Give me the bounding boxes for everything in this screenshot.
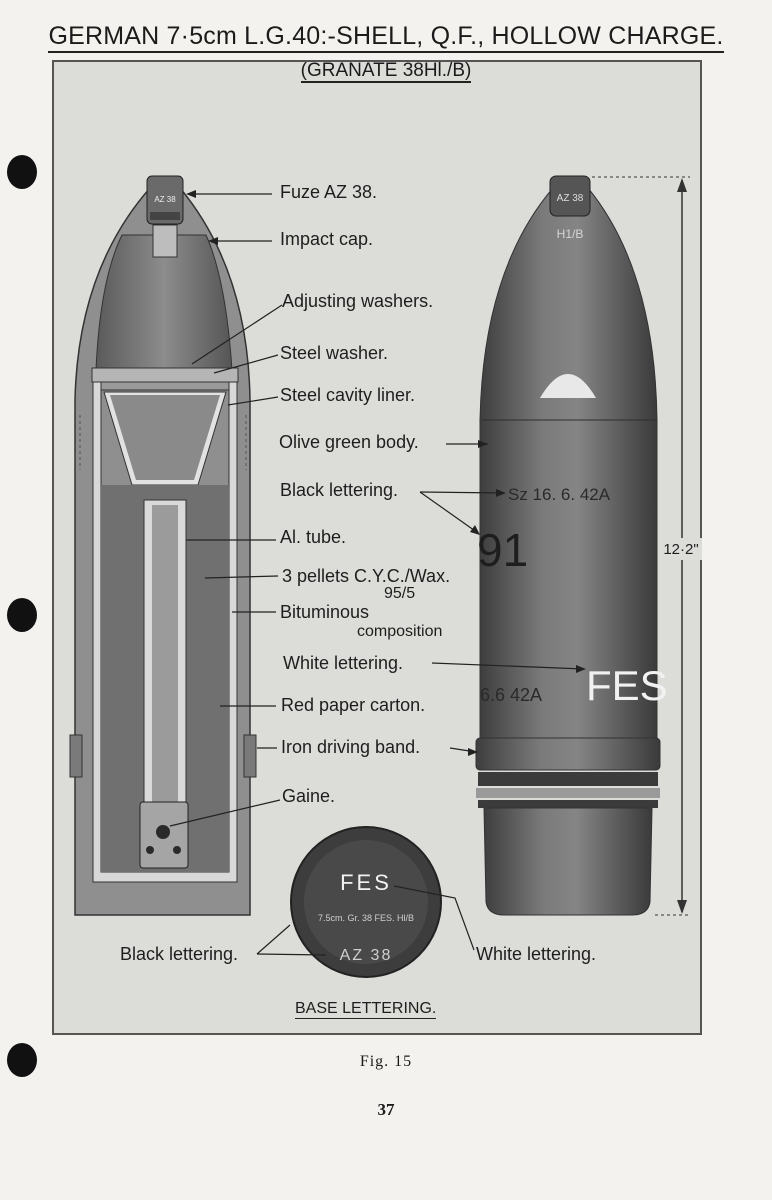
- length-dimension: 12·2": [663, 541, 699, 558]
- figure-caption: Fig. 15: [359, 1053, 413, 1070]
- label-white-lettering: White lettering.: [283, 653, 404, 673]
- label-composition: composition: [357, 623, 443, 640]
- nose-stamp: H1/B: [556, 227, 584, 241]
- cutaway-fuze-stamp: AZ 38: [154, 195, 176, 204]
- label-base-white-lettering: White lettering.: [476, 944, 597, 964]
- label-iron-driving-band: Iron driving band.: [281, 737, 421, 757]
- base-fuze: AZ 38: [339, 947, 393, 964]
- plate-subtitle: (GRANATE 38Hl./B): [300, 60, 472, 81]
- label-steel-cavity-liner: Steel cavity liner.: [280, 385, 416, 405]
- label-bituminous: Bituminous: [280, 602, 370, 622]
- label-base-black-lettering: Black lettering.: [120, 944, 239, 964]
- lot-number: 91: [477, 524, 529, 576]
- label-red-paper-carton: Red paper carton.: [281, 695, 426, 715]
- label-impact-cap: Impact cap.: [280, 229, 374, 249]
- exterior-fuze-stamp: AZ 38: [556, 193, 584, 204]
- label-gaine: Gaine.: [282, 786, 336, 806]
- plate-title: GERMAN 7·5cm L.G.40:-SHELL, Q.F., HOLLOW CHARGE.: [0, 22, 772, 51]
- label-adjusting-washers: Adjusting washers.: [282, 291, 434, 311]
- label-al-tube: Al. tube.: [280, 527, 347, 547]
- label-steel-washer: Steel washer.: [280, 343, 389, 363]
- label-pellets-ratio: 95/5: [384, 585, 416, 602]
- base-ring-text: 7.5cm. Gr. 38 FES. Hl/B: [317, 913, 415, 923]
- label-black-lettering: Black lettering.: [280, 480, 399, 500]
- date-stamp: Sz 16. 6. 42A: [508, 485, 611, 504]
- label-fuze: Fuze AZ 38.: [280, 182, 378, 202]
- label-pellets: 3 pellets C.Y.C./Wax.: [282, 566, 451, 586]
- base-lettering-caption: BASE LETTERING.: [295, 1000, 437, 1017]
- page-number: 37: [377, 1100, 395, 1119]
- label-olive-green-body: Olive green body.: [279, 432, 419, 452]
- cutaway-shell: [70, 176, 256, 915]
- fes-marking: FES: [586, 662, 668, 709]
- lower-date-stamp: 6.6 42A: [480, 685, 543, 705]
- base-fes: FES: [340, 870, 392, 895]
